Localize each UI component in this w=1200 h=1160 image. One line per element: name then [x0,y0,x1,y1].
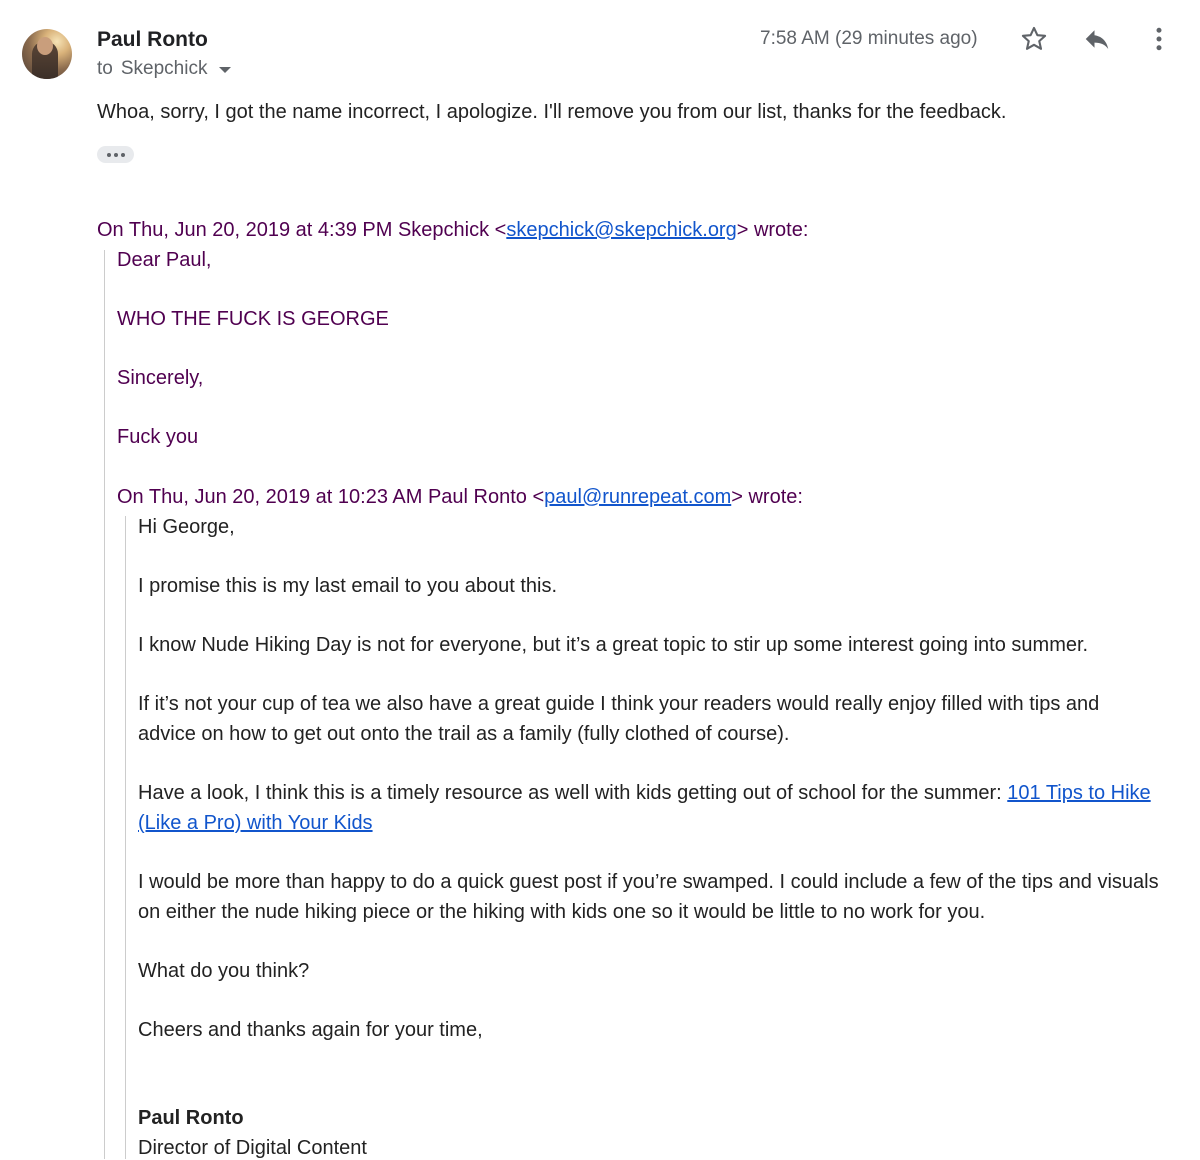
quote2-paragraph: on either the nude hiking piece or the hiking with kids one so it would be little to no work for you. [138,901,986,923]
recipient-line[interactable] [97,58,231,80]
chevron-down-icon[interactable] [219,67,231,73]
more-horiz-icon-dot [121,153,125,157]
show-trimmed-content-button[interactable] [97,146,134,163]
quote-bar-inner [125,516,126,1159]
hike-tips-link[interactable]: 101 Tips to Hike [1007,782,1151,804]
quote2-paragraph [138,812,373,835]
star-icon [1020,25,1048,53]
quote-bar-outer [104,250,105,1159]
quote-email-link[interactable]: skepchick@skepchick.org [506,219,737,241]
message-timestamp: 7:58 AM (29 minutes ago) [760,28,978,49]
hike-tips-link-continued[interactable]: (Like a Pro) with Your Kids [138,812,373,834]
star-button[interactable] [1017,22,1051,56]
reply-button[interactable] [1080,22,1114,56]
recipient-prefix: to [97,58,113,79]
quote2-paragraph: If it’s not your cup of tea we also have a great guide I think your readers would really enjoy filled with tips and [138,693,1100,715]
more-horiz-icon-dot [114,153,118,157]
quote-header-prefix: On Thu, Jun 20, 2019 at 4:39 PM Skepchick < [97,219,507,241]
signature-title: Director of Digital Content [138,1137,367,1159]
quote1-line: Fuck you [117,426,199,448]
avatar-head [37,37,53,55]
sender-name[interactable]: Paul Ronto [97,28,208,51]
quote2-paragraph [138,782,1151,805]
quote1-line: Sincerely, [117,367,204,389]
quote2-paragraph: advice on how to get out onto the trail as a family (fully clothed of course). [138,723,790,745]
quote2-greeting: Hi George, [138,516,235,538]
reply-icon [1082,24,1112,54]
quote1-line: WHO THE FUCK IS GEORGE [117,308,389,330]
quote-header-suffix: > wrote: [736,219,809,241]
quote2-paragraph-text: Have a look, I think this is a timely resource as well with kids getting out of school for the summer: [138,782,1008,804]
quote-header-paul [117,486,803,509]
quote2-paragraph: I promise this is my last email to you about this. [138,575,558,597]
more-vert-icon [1144,24,1174,54]
more-options-button[interactable] [1142,22,1176,56]
quote2-paragraph: I would be more than happy to do a quick guest post if you’re swamped. I could include a few of the tips and visuals [138,871,1159,893]
more-horiz-icon-dot [107,153,111,157]
quote-header-suffix: > wrote: [731,486,803,508]
quote-email-link[interactable]: paul@runrepeat.com [544,486,732,508]
recipient-name: Skepchick [120,58,208,79]
message-body: Whoa, sorry, I got the name incorrect, I apologize. I'll remove you from our list, thanks for the feedback. [97,101,1007,123]
quote-header-prefix: On Thu, Jun 20, 2019 at 10:23 AM Paul Ronto < [117,486,545,508]
quote2-paragraph: Cheers and thanks again for your time, [138,1019,483,1041]
signature-name: Paul Ronto [138,1107,244,1129]
quote-header-skepchick [97,219,808,242]
sender-avatar[interactable] [22,29,72,79]
quote2-paragraph: What do you think? [138,960,310,982]
quote1-line: Dear Paul, [117,249,212,271]
quote2-paragraph: I know Nude Hiking Day is not for everyone, but it’s a great topic to stir up some interest going into summer. [138,634,1089,656]
